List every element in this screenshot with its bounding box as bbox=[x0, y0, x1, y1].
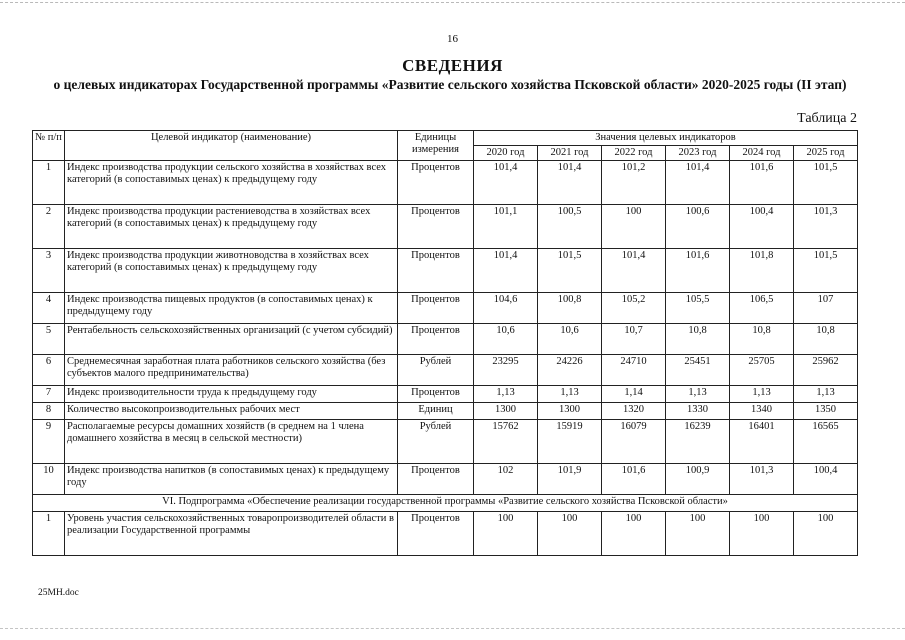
scan-artifact-bottom bbox=[0, 628, 905, 629]
subprogram-row bbox=[33, 495, 858, 512]
footer-filename: 25МН.doc bbox=[38, 588, 79, 598]
unit-cell: Рублей bbox=[398, 420, 474, 464]
value-cell: 24226 bbox=[538, 355, 602, 386]
value-cell: 100 bbox=[666, 512, 730, 556]
header-year: 2024 год bbox=[730, 146, 794, 161]
row-number: 7 bbox=[33, 386, 65, 403]
indicator-name: Индекс производства напитков (в сопоставимых ценах) к предыдущему году bbox=[65, 464, 398, 495]
value-cell: 100 bbox=[538, 512, 602, 556]
document-subtitle: о целевых индикаторах Государственной программы «Развитие сельского хозяйства Псковской области» 2020-2025 годы (II этап) bbox=[53, 77, 847, 92]
value-cell: 107 bbox=[794, 293, 858, 324]
unit-cell: Процентов bbox=[398, 249, 474, 293]
indicator-name: Среднемесячная заработная плата работников сельского хозяйства (без субъектов малого предпринимательства) bbox=[65, 355, 398, 386]
row-number: 1 bbox=[33, 161, 65, 205]
value-cell: 25451 bbox=[666, 355, 730, 386]
value-cell: 100,9 bbox=[666, 464, 730, 495]
header-unit: Единицы измерения bbox=[398, 131, 474, 161]
table-row bbox=[33, 205, 858, 249]
value-cell: 100 bbox=[730, 512, 794, 556]
value-cell: 100 bbox=[474, 512, 538, 556]
indicator-name: Индекс производства продукции растениеводства в хозяйствах всех категорий (в сопоставимых ценах) к предыдущему году bbox=[65, 205, 398, 249]
value-cell: 100 bbox=[794, 512, 858, 556]
subprogram-title: VI. Подпрограмма «Обеспечение реализации государственной программы «Развитие сельского хозяйства Псковской области» bbox=[33, 495, 858, 512]
indicator-name: Располагаемые ресурсы домашних хозяйств (в среднем на 1 члена домашнего хозяйства в месяц в сельской местности) bbox=[65, 420, 398, 464]
value-cell: 1,13 bbox=[474, 386, 538, 403]
value-cell: 16565 bbox=[794, 420, 858, 464]
value-cell: 10,8 bbox=[730, 324, 794, 355]
indicator-name: Индекс производительности труда к предыдущему году bbox=[65, 386, 398, 403]
value-cell: 101,1 bbox=[474, 205, 538, 249]
value-cell: 16401 bbox=[730, 420, 794, 464]
table-row bbox=[33, 403, 858, 420]
value-cell: 101,5 bbox=[794, 161, 858, 205]
scan-artifact-top bbox=[0, 2, 905, 3]
value-cell: 10,8 bbox=[666, 324, 730, 355]
value-cell: 100,8 bbox=[538, 293, 602, 324]
indicator-name: Количество высокопроизводительных рабочих мест bbox=[65, 403, 398, 420]
unit-cell: Процентов bbox=[398, 205, 474, 249]
value-cell: 101,4 bbox=[666, 161, 730, 205]
value-cell: 106,5 bbox=[730, 293, 794, 324]
value-cell: 25962 bbox=[794, 355, 858, 386]
table-row bbox=[33, 464, 858, 495]
value-cell: 10,7 bbox=[602, 324, 666, 355]
table-caption: Таблица 2 bbox=[797, 111, 857, 126]
value-cell: 101,3 bbox=[730, 464, 794, 495]
unit-cell: Процентов bbox=[398, 324, 474, 355]
value-cell: 101,4 bbox=[474, 249, 538, 293]
value-cell: 100 bbox=[602, 512, 666, 556]
table-row bbox=[33, 512, 858, 556]
row-number: 3 bbox=[33, 249, 65, 293]
value-cell: 10,6 bbox=[538, 324, 602, 355]
header-values-group: Значения целевых индикаторов bbox=[474, 131, 858, 146]
row-number: 5 bbox=[33, 324, 65, 355]
value-cell: 100,4 bbox=[794, 464, 858, 495]
value-cell: 104,6 bbox=[474, 293, 538, 324]
row-number: 4 bbox=[33, 293, 65, 324]
table-row bbox=[33, 355, 858, 386]
header-name: Целевой индикатор (наименование) bbox=[65, 131, 398, 161]
header-year: 2025 год bbox=[794, 146, 858, 161]
value-cell: 105,2 bbox=[602, 293, 666, 324]
value-cell: 1340 bbox=[730, 403, 794, 420]
table-row bbox=[33, 161, 858, 205]
unit-cell: Процентов bbox=[398, 512, 474, 556]
header-num: № п/п bbox=[33, 131, 65, 161]
row-number: 1 bbox=[33, 512, 65, 556]
table-row bbox=[33, 386, 858, 403]
value-cell: 23295 bbox=[474, 355, 538, 386]
table-body bbox=[33, 161, 858, 556]
value-cell: 101,2 bbox=[602, 161, 666, 205]
value-cell: 100,4 bbox=[730, 205, 794, 249]
unit-cell: Процентов bbox=[398, 464, 474, 495]
indicator-name: Индекс производства пищевых продуктов (в сопоставимых ценах) к предыдущему году bbox=[65, 293, 398, 324]
row-number: 9 bbox=[33, 420, 65, 464]
value-cell: 101,3 bbox=[794, 205, 858, 249]
value-cell: 101,6 bbox=[602, 464, 666, 495]
value-cell: 101,4 bbox=[538, 161, 602, 205]
value-cell: 16239 bbox=[666, 420, 730, 464]
value-cell: 101,4 bbox=[602, 249, 666, 293]
table-row bbox=[33, 420, 858, 464]
unit-cell: Единиц bbox=[398, 403, 474, 420]
value-cell: 16079 bbox=[602, 420, 666, 464]
value-cell: 100 bbox=[602, 205, 666, 249]
value-cell: 102 bbox=[474, 464, 538, 495]
row-number: 2 bbox=[33, 205, 65, 249]
value-cell: 1300 bbox=[538, 403, 602, 420]
table-row bbox=[33, 249, 858, 293]
row-number: 8 bbox=[33, 403, 65, 420]
value-cell: 1330 bbox=[666, 403, 730, 420]
value-cell: 101,5 bbox=[794, 249, 858, 293]
value-cell: 101,5 bbox=[538, 249, 602, 293]
indicator-name: Уровень участия сельскохозяйственных товаропроизводителей области в реализации Государственной программы bbox=[65, 512, 398, 556]
value-cell: 1,13 bbox=[666, 386, 730, 403]
value-cell: 1,13 bbox=[538, 386, 602, 403]
table-row bbox=[33, 324, 858, 355]
indicators-table bbox=[32, 130, 858, 556]
row-number: 6 bbox=[33, 355, 65, 386]
value-cell: 101,6 bbox=[666, 249, 730, 293]
value-cell: 25705 bbox=[730, 355, 794, 386]
value-cell: 15762 bbox=[474, 420, 538, 464]
value-cell: 24710 bbox=[602, 355, 666, 386]
value-cell: 15919 bbox=[538, 420, 602, 464]
indicator-name: Индекс производства продукции животноводства в хозяйствах всех категорий (в сопоставимых ценах) к предыдущему году bbox=[65, 249, 398, 293]
value-cell: 1320 bbox=[602, 403, 666, 420]
header-year: 2023 год bbox=[666, 146, 730, 161]
value-cell: 10,8 bbox=[794, 324, 858, 355]
indicator-name: Рентабельность сельскохозяйственных организаций (с учетом субсидий) bbox=[65, 324, 398, 355]
value-cell: 101,4 bbox=[474, 161, 538, 205]
header-year: 2021 год bbox=[538, 146, 602, 161]
value-cell: 101,6 bbox=[730, 161, 794, 205]
table-row bbox=[33, 293, 858, 324]
value-cell: 10,6 bbox=[474, 324, 538, 355]
value-cell: 101,8 bbox=[730, 249, 794, 293]
indicator-name: Индекс производства продукции сельского хозяйства в хозяйствах всех категорий (в сопоставимых ценах) к предыдущему году bbox=[65, 161, 398, 205]
value-cell: 1,13 bbox=[794, 386, 858, 403]
value-cell: 105,5 bbox=[666, 293, 730, 324]
value-cell: 1300 bbox=[474, 403, 538, 420]
unit-cell: Рублей bbox=[398, 355, 474, 386]
document-title: СВЕДЕНИЯ bbox=[402, 56, 503, 75]
value-cell: 1350 bbox=[794, 403, 858, 420]
page-number: 16 bbox=[447, 33, 458, 45]
unit-cell: Процентов bbox=[398, 386, 474, 403]
value-cell: 1,13 bbox=[730, 386, 794, 403]
header-year: 2020 год bbox=[474, 146, 538, 161]
unit-cell: Процентов bbox=[398, 293, 474, 324]
value-cell: 101,9 bbox=[538, 464, 602, 495]
value-cell: 100,5 bbox=[538, 205, 602, 249]
value-cell: 100,6 bbox=[666, 205, 730, 249]
header-year: 2022 год bbox=[602, 146, 666, 161]
row-number: 10 bbox=[33, 464, 65, 495]
value-cell: 1,14 bbox=[602, 386, 666, 403]
unit-cell: Процентов bbox=[398, 161, 474, 205]
